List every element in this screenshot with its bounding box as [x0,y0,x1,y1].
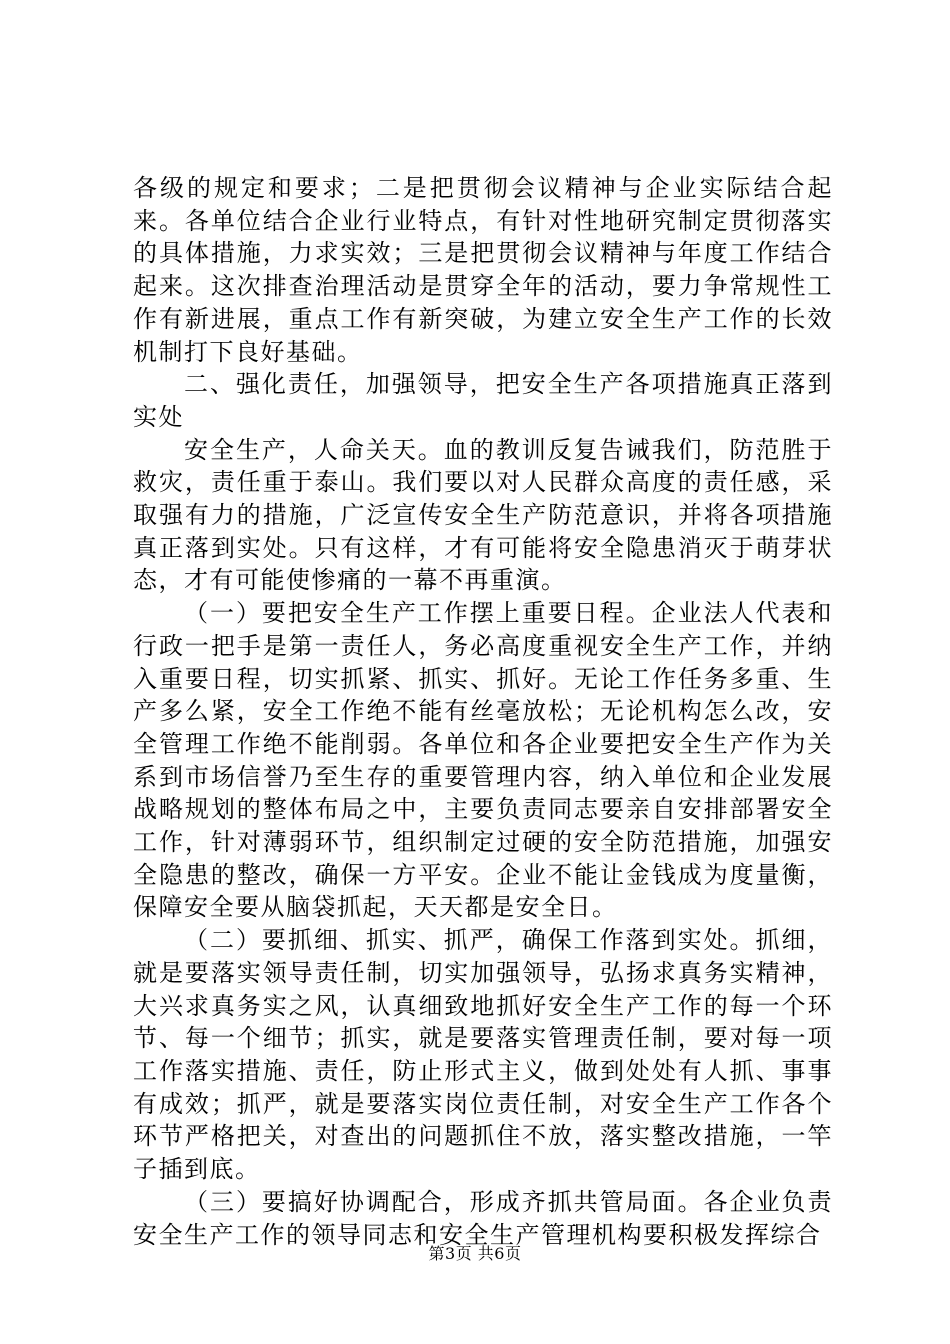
section-heading: 二、强化责任，加强领导，把安全生产各项措施真正落到实处 [133,370,833,431]
document-body [133,172,833,1251]
paragraph-intro: 安全生产，人命关天。血的教训反复告诫我们，防范胜于救灾，责任重于泰山。我们要以对人民群众高度的责任感，采取强有力的措施，广泛宣传安全生产防范意识，并将各项措施真正落到实处。只有这样，才有可能将安全隐患消灭于萌芽状态，才有可能使惨痛的一幕不再重演。 [133,435,833,595]
page-footer [0,1244,950,1264]
paragraph-item-1: （一）要把安全生产工作摆上重要日程。企业法人代表和行政一把手是第一责任人，务必高度重视安全生产工作，并纳入重要日程，切实抓紧、抓实、抓好。无论工作任务多重、生产多么紧，安全工作绝不能有丝毫放松；无论机构怎么改，安全管理工作绝不能削弱。各单位和各企业要把安全生产作为关系到市场信誉乃至生存的重要管理内容，纳入单位和企业发展战略规划的整体布局之中，主要负责同志要亲自安排部署安全工作，针对薄弱环节，组织制定过硬的安全防范措施，加强安全隐患的整改，确保一方平安。企业不能让金钱成为度量衡，保障安全要从脑袋抓起，天天都是安全日。 [133,599,833,922]
page-number: 第3页 共6页 [428,1244,522,1263]
paragraph-item-2: （二）要抓细、抓实、抓严，确保工作落到实处。抓细，就是要落实领导责任制，切实加强领导，弘扬求真务实精神，大兴求真务实之风，认真细致地抓好安全生产工作的每一个环节、每一个细节；抓实，就是要落实管理责任制，要对每一项工作落实措施、责任，防止形式主义，做到处处有人抓、事事有成效；抓严，就是要落实岗位责任制，对安全生产工作各个环节严格把关，对查出的问题抓住不放，落实整改措施，一竿子插到底。 [133,926,833,1184]
paragraph-item-3: （三）要搞好协调配合，形成齐抓共管局面。各企业负责安全生产工作的领导同志和安全生产管理机构要积极发挥综合 [133,1187,833,1249]
paragraph-continuation: 各级的规定和要求；二是把贯彻会议精神与企业实际结合起来。各单位结合企业行业特点，有针对性地研究制定贯彻落实的具体措施，力求实效；三是把贯彻会议精神与年度工作结合起来。这次排查治理活动是贯穿全年的活动，要力争常规性工作有新进展，重点工作有新突破，为建立安全生产工作的长效机制打下良好基础。 [133,174,833,366]
